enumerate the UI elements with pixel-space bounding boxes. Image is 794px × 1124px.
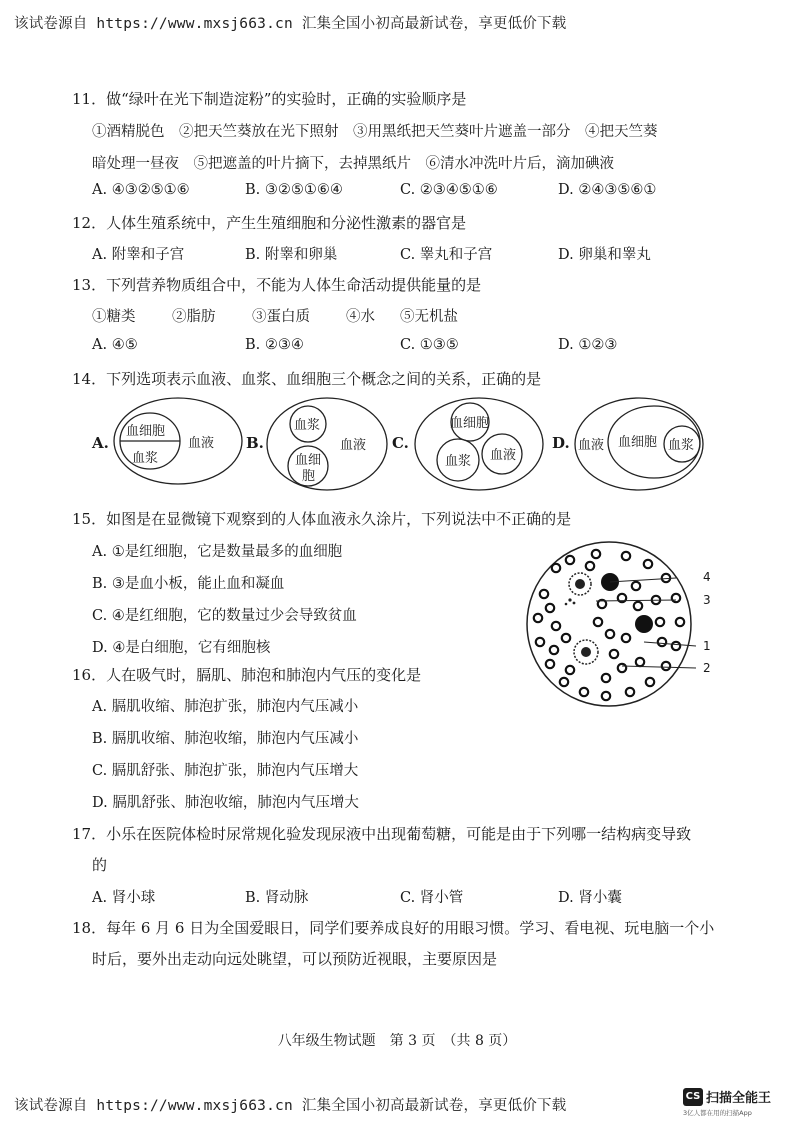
question-17-stem-cont: 的 — [92, 856, 108, 874]
blood-smear-diagram — [526, 538, 716, 710]
page-footer: 八年级生物试题 第 3 页 （共 8 页） — [277, 1033, 517, 1049]
scanner-watermark — [683, 1086, 772, 1117]
question-12-option-b: B. 附睾和卵巢 — [245, 247, 338, 263]
question-16-stem: 16．人在吸气时，膈肌、肺泡和肺泡内气压的变化是 — [72, 666, 422, 684]
question-17-stem: 17．小乐在医院体检时尿常规化验发现尿液中出现葡萄糖，可能是由于下列哪一结构病变导致 — [72, 825, 692, 843]
question-15-option-b: B. ③是血小板，能止血和凝血 — [92, 576, 285, 592]
question-17-option-d: D. 肾小囊 — [558, 890, 622, 906]
venn-option-b — [264, 394, 390, 494]
venn-option-d-letter: D. — [552, 434, 570, 452]
diagram-label-3: 3 — [703, 593, 711, 607]
diagram-label-1: 1 — [703, 639, 711, 653]
question-11-stem: 11．做“绿叶在光下制造淀粉”的实验时，正确的实验顺序是 — [72, 90, 467, 108]
question-14-stem: 14．下列选项表示血液、血浆、血细胞三个概念之间的关系，正确的是 — [72, 370, 542, 388]
venn-c-outer-circle — [415, 398, 543, 490]
question-16-option-c: C. 膈肌舒张、肺泡扩张，肺泡内气压增大 — [92, 763, 359, 779]
venn-c-cells-label: 血细胞 — [450, 416, 490, 431]
question-12-option-c: C. 睾丸和子宫 — [400, 247, 493, 263]
venn-b-blood-circle — [267, 398, 387, 490]
question-12-option-a: A. 附睾和子宫 — [92, 247, 185, 263]
venn-c-blood-label: 血液 — [490, 448, 517, 463]
question-12-option-d: D. 卵巢和睾丸 — [558, 247, 651, 263]
question-11-steps-line2: 暗处理一昼夜 ⑤把遮盖的叶片摘下，去掉黑纸片 ⑥清水冲洗叶片后，滴加碘液 — [92, 156, 614, 172]
question-18-stem-cont: 时后，要外出走动向远处眺望，可以预防近视眼，主要原因是 — [92, 950, 498, 968]
question-15-option-c: C. ④是红细胞，它的数量过少会导致贫血 — [92, 608, 357, 624]
venn-option-c-letter: C. — [392, 434, 409, 452]
scanner-logo-icon: CS — [683, 1088, 703, 1106]
venn-option-a — [112, 396, 244, 486]
question-13-item-2: ②脂肪 — [172, 309, 216, 325]
venn-d-cells-label: 血细胞 — [618, 435, 658, 450]
venn-b-cells-label-2: 胞 — [302, 469, 316, 484]
venn-a-plasma-label: 血浆 — [132, 451, 159, 466]
question-13-item-1: ①糖类 — [92, 309, 136, 325]
question-13-item-5: ⑤无机盐 — [400, 309, 458, 325]
question-13-item-4: ④水 — [346, 309, 375, 325]
question-13-option-d: D. ①②③ — [558, 337, 618, 353]
question-13-item-3: ③蛋白质 — [252, 309, 310, 325]
venn-a-blood-label: 血液 — [188, 436, 215, 451]
venn-c-plasma-label: 血浆 — [445, 454, 472, 469]
venn-b-plasma-label: 血浆 — [294, 418, 321, 433]
question-11-option-b: B. ③②⑤①⑥④ — [245, 182, 343, 198]
question-18-stem: 18．每年 6 月 6 日为全国爱眼日，同学们要养成良好的用眼习惯。学习、看电视、玩电脑一个小 — [72, 919, 715, 937]
scanner-name: 扫描全能王 — [706, 1091, 772, 1106]
venn-d-plasma-label: 血浆 — [668, 438, 695, 453]
question-11-option-c: C. ②③④⑤①⑥ — [400, 182, 498, 198]
diagram-label-2: 2 — [703, 661, 711, 675]
source-banner-top: 该试卷源自 https://www.mxsj663.cn 汇集全国小初高最新试卷，享更低价下载 — [14, 16, 567, 32]
question-16-option-b: B. 膈肌收缩、肺泡收缩，肺泡内气压减小 — [92, 731, 359, 747]
diagram-label-4: 4 — [703, 570, 711, 584]
question-15-option-d: D. ④是白细胞，它有细胞核 — [92, 640, 271, 656]
venn-d-blood-label: 血液 — [578, 438, 605, 453]
question-15-option-a: A. ①是红细胞，它是数量最多的血细胞 — [92, 544, 343, 560]
venn-option-a-letter: A. — [92, 434, 109, 452]
question-12-stem: 12．人体生殖系统中，产生生殖细胞和分泌性激素的器官是 — [72, 214, 467, 232]
question-17-option-a: A. 肾小球 — [92, 890, 156, 906]
venn-b-blood-label: 血液 — [340, 438, 367, 453]
question-11-steps-line1: ①酒精脱色 ②把天竺葵放在光下照射 ③用黑纸把天竺葵叶片遮盖一部分 ④把天竺葵 — [92, 124, 658, 140]
question-13-option-b: B. ②③④ — [245, 337, 304, 353]
question-11-option-d: D. ②④③⑤⑥① — [558, 182, 657, 198]
venn-b-cells-label-1: 血细 — [295, 453, 322, 468]
question-13-option-c: C. ①③⑤ — [400, 337, 459, 353]
question-16-option-a: A. 膈肌收缩、肺泡扩张，肺泡内气压减小 — [92, 699, 359, 715]
question-16-option-d: D. 膈肌舒张、肺泡收缩，肺泡内气压增大 — [92, 795, 359, 811]
venn-a-cells-label: 血细胞 — [126, 424, 166, 439]
question-17-option-c: C. 肾小管 — [400, 890, 464, 906]
source-banner-bottom: 该试卷源自 https://www.mxsj663.cn 汇集全国小初高最新试卷，享更低价下载 — [14, 1098, 567, 1114]
venn-option-b-letter: B. — [246, 434, 264, 452]
question-17-option-b: B. 肾动脉 — [245, 890, 309, 906]
scanner-tagline: 3亿人都在用的扫描App — [683, 1109, 752, 1117]
question-13-option-a: A. ④⑤ — [92, 337, 138, 353]
venn-option-d — [572, 394, 706, 494]
venn-option-c — [412, 394, 546, 494]
question-13-stem: 13．下列营养物质组合中，不能为人体生命活动提供能量的是 — [72, 276, 482, 294]
question-15-stem: 15．如图是在显微镜下观察到的人体血液永久涂片，下列说法中不正确的是 — [72, 510, 572, 528]
question-11-option-a: A. ④③②⑤①⑥ — [92, 182, 190, 198]
